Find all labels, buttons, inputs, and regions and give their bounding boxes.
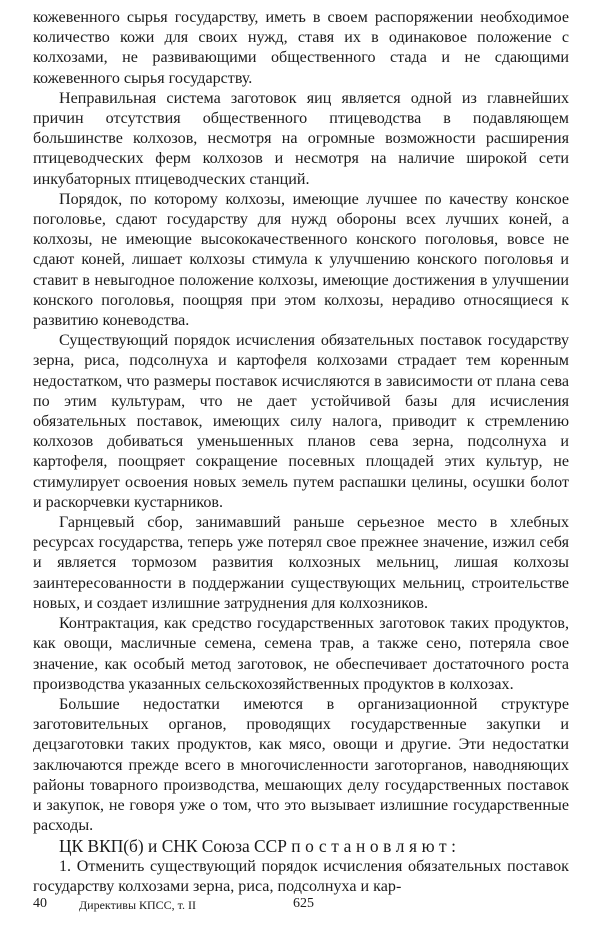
document-page — [33, 8, 569, 932]
footer-source-title: Директивы КПСС, т. II — [79, 898, 197, 912]
paragraph-horse-stock: Порядок, по которому колхозы, имеющие лучшее по качеству конское поголовье, сдают государству для нужд обороны всех лучших коней, а колхозы, не имеющие высококачественного конского поголовья, вовсе не сдают коней, лишает колхозы стимула к улучшению конского поголовья и ставит в невыгодное положение колхозы, имеющие достижения в улучшении конского поголовья, поощряя при этом колхозы, нерадиво относящиеся к развитию коневодства. — [33, 190, 569, 330]
paragraph-grain-deliveries: Существующий порядок исчисления обязательных поставок государству зерна, риса, подсолнуха и картофеля колхозами страдает тем коренным недостатком, что размеры поставок исчисляются в зависимости от плана сева по этим культурам, что не дает устойчивой базы для исчисления обязательных поставок, имеющих силу налога, приводит к стремлению колхозов добиваться уменьшенных планов сева зерна, подсолнуха и картофеля, поощряет сокращение посевных площадей этих культур, не стимулирует освоения новых земель путем распашки целины, осушки болот и раскорчевки кустарников. — [33, 332, 569, 511]
paragraph-contracting: Контрактация, как средство государственных заготовок таких продуктов, как овощи, масличные семена, семена трав, а также сено, потеряла свое значение, как особый метод заготовок, не обеспечивает достаточного роста производства указанных сельскохозяйственных продуктов в колхозах. — [33, 615, 569, 693]
paragraph-organizational-structure: Большие недостатки имеются в организационной структуре заготовительных органов, проводящих государственные закупки и децзаготовки таких продуктов, как мясо, овощи и другие. Эти недостатки заключаются прежде всего в многочисленности заготорганов, наводняющих районы товарного производства, мешающих делу государственных поставок и закупок, не говоря уже о том, что это вызывает излишние государственные расходы. — [33, 695, 569, 835]
paragraph-milling-fee: Гарнцевый сбор, занимавший раньше серьезное место в хлебных ресурсах государства, теперь уже потерял свое прежнее значение, изжил себя и является тормозом развития колхозных мельниц, лишая колхозы заинтересованности в поддержании существующих мельниц, строительстве новых, и создает излишние затруднения для колхозников. — [33, 514, 569, 612]
decree-line — [33, 836, 569, 856]
paragraph-continuation: кожевенного сырья государству, иметь в своем распоряжении необходимое количество кожи для своих нужд, ставя их в одинаковое положение с колхозами, не развивающими общественного стада и не сдающими кожевенного сырья государству. — [33, 9, 569, 87]
footer-page-number: 40 — [33, 896, 47, 911]
paragraph-resolution-item-1: 1. Отменить существующий порядок исчисления обязательных поставок государству колхозами зерна, риса, подсолнуха и кар- — [33, 857, 569, 895]
decree-subject: ЦК ВКП(б) и СНК Союза ССР — [59, 836, 287, 857]
decree-verb: постановляют: — [291, 836, 461, 857]
paragraph-egg-procurement: Неправильная система заготовок яиц является одной из главнейших причин отсутствия общественного птицеводства в подавляющем большинстве колхозов, несмотря на огромные возможности расширения птицеводческих ферм колхозов и несмотря на наличие широкой сети инкубаторных птицеводческих станций. — [33, 89, 569, 188]
footer-signature-number: 625 — [293, 896, 314, 911]
